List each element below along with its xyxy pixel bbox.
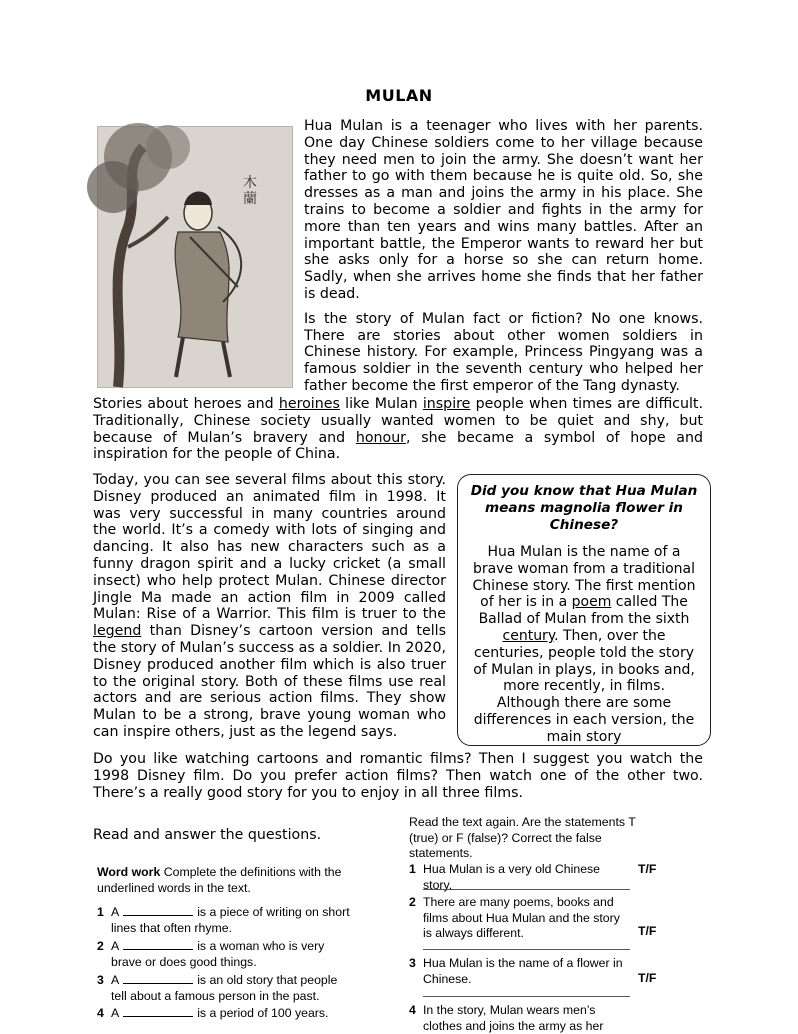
true-false-heading: Read the text again. Are the statements T (true) or F (false)? Correct the false statements.: [409, 815, 636, 860]
word-work-item: [97, 939, 377, 970]
box-text-3: . Then, over the centuries, people told the story of Mulan in plays, in books and, more recently, in films. Although there are some differences in each version, the main story: [473, 627, 695, 745]
tf-mark[interactable]: T/F: [638, 924, 657, 938]
item-number: 4: [409, 1003, 416, 1017]
tf-item: [409, 862, 659, 892]
svg-text:蘭: 蘭: [243, 191, 257, 207]
item-text-line2: tell about a famous person in the past.: [111, 988, 320, 1003]
tf-item: [409, 1003, 659, 1033]
item-article: A: [111, 939, 120, 953]
tf-item: [409, 895, 659, 943]
tf-statement: There are many poems, books and films about Hua Mulan and the story is always different.: [423, 895, 620, 940]
word-work-item: [97, 973, 377, 1004]
answer-line[interactable]: [423, 889, 630, 890]
item-number: 3: [409, 956, 416, 970]
intro-paragraph-2: Is the story of Mulan fact or fiction? No one knows. There are stories about other women soldiers in Chinese history. For example, Princess Pingyang was a famous soldier in the seventh century who helped her father become the first emperor of the Tang dynasty.: [304, 310, 703, 394]
page-title: MULAN: [365, 86, 433, 105]
instruction-text: Read and answer the questions.: [93, 827, 322, 843]
item-text: is a period of 100 years.: [197, 1006, 329, 1020]
box-body: [470, 544, 698, 746]
item-number: 4: [97, 1006, 104, 1020]
tf-item: [409, 956, 659, 990]
word-work-heading: [97, 865, 367, 896]
item-text: is a piece of writing on short: [197, 905, 350, 919]
heroes-text-4: , she became a symbol of hope and inspiration for the people of China.: [93, 429, 703, 463]
tf-statement: In the story, Mulan wears men’s clothes and joins the army as her: [423, 1003, 604, 1033]
answer-blank[interactable]: [123, 939, 193, 950]
item-text: is an old story that people: [197, 973, 338, 987]
underlined-word-honour: honour: [355, 429, 407, 446]
answer-blank[interactable]: [123, 905, 193, 916]
heroes-text-1: Stories about heroes and: [93, 396, 279, 412]
word-work-heading-text: Complete the definitions with the underlined words in the text.: [97, 865, 342, 895]
word-work-heading-bold: Word work: [97, 865, 161, 879]
box-heading: Did you know that Hua Mulan means magnolia flower in Chinese?: [470, 483, 698, 533]
item-number: 1: [409, 862, 416, 876]
item-number: 2: [409, 895, 416, 909]
films-text-1: Today, you can see several films about this story. Disney produced an animated film in 1998. It was very successful in many countries around the world. It’s a comedy with lots of singing and dancing. It also has new characters such as a funny dragon spirit and a lucky cricket (a small insect) who help protect Mulan. Chinese director Jingle Ma made an action film in 2009 called Mulan: Rise of a Warrior. This film is truer to the: [93, 472, 446, 623]
suggest-paragraph: Do you like watching cartoons and romantic films? Then I suggest you watch the 1998 Disney film. Do you prefer action films? Then watch one of the other two. There’s a really good story for you to enjoy in all three films.: [93, 751, 703, 801]
answer-blank[interactable]: [123, 1006, 193, 1017]
underlined-word-century: century: [502, 627, 555, 644]
item-article: A: [111, 905, 120, 919]
item-text: is a woman who is very: [197, 939, 325, 953]
intro-column: [304, 118, 703, 395]
tf-statement: Hua Mulan is the name of a flower in Chinese.: [423, 956, 623, 986]
item-number: 1: [97, 905, 104, 919]
item-text-line2: brave or does good things.: [111, 954, 257, 969]
word-work-item: [97, 905, 377, 936]
films-text-2: than Disney’s cartoon version and tells the story of Mulan’s success as a soldier. In 2020, Disney produced another film which is also truer to the original story. Both of these films use real actors and are serious action films. They show Mulan to be a strong, brave young woman who can inspire others, just as the legend says.: [93, 623, 446, 740]
underlined-word-legend: legend: [93, 623, 142, 640]
word-work-item: [97, 1006, 377, 1022]
item-number: 2: [97, 939, 104, 953]
intro-paragraph-1: Hua Mulan is a teenager who lives with her parents. One day Chinese soldiers come to her village because they need men to join the army. She doesn’t want her father to go with them because he is quite old. So, she dresses as a man and joins the army in his place. She trains to become a soldier and fights in the army for more than ten years and wins many battles. After an important battle, the Emperor wants to reward her but she asks only for a horse so she can return home. Sadly, when she arrives home she finds that her father is dead.: [304, 118, 703, 302]
answer-line[interactable]: [423, 996, 630, 997]
box-text-2: called The Ballad of Mulan from the sixth: [478, 594, 690, 628]
mulan-painting-image: [98, 127, 292, 387]
tf-statement: Hua Mulan is a very old Chinese story.: [423, 862, 601, 892]
mulan-illustration: [97, 126, 293, 388]
underlined-word-poem: poem: [571, 594, 612, 611]
films-paragraph: [93, 472, 446, 741]
box-text-1: Hua Mulan is the name of a brave woman from a traditional Chinese story. The first mention of her is in a: [472, 544, 696, 611]
tf-mark[interactable]: T/F: [638, 862, 657, 876]
item-number: 3: [97, 973, 104, 987]
heroes-text-2: like Mulan: [339, 396, 423, 412]
underlined-word-inspire: inspire: [422, 396, 471, 412]
underlined-word-heroines: heroines: [278, 396, 340, 412]
answer-line[interactable]: [423, 949, 630, 950]
item-article: A: [111, 973, 120, 987]
heroes-paragraph: [93, 396, 703, 463]
item-article: A: [111, 1006, 120, 1020]
item-text-line2: lines that often rhyme.: [111, 920, 232, 935]
did-you-know-box: [457, 474, 711, 746]
svg-text:木: 木: [243, 175, 257, 191]
tf-mark[interactable]: T/F: [638, 971, 657, 985]
heroes-text-3: people when times are difficult. Traditionally, Chinese society usually wanted women to be quiet and shy, but because of Mulan’s bravery and: [93, 396, 703, 446]
answer-blank[interactable]: [123, 973, 193, 984]
word-work-exercise: [97, 865, 367, 896]
